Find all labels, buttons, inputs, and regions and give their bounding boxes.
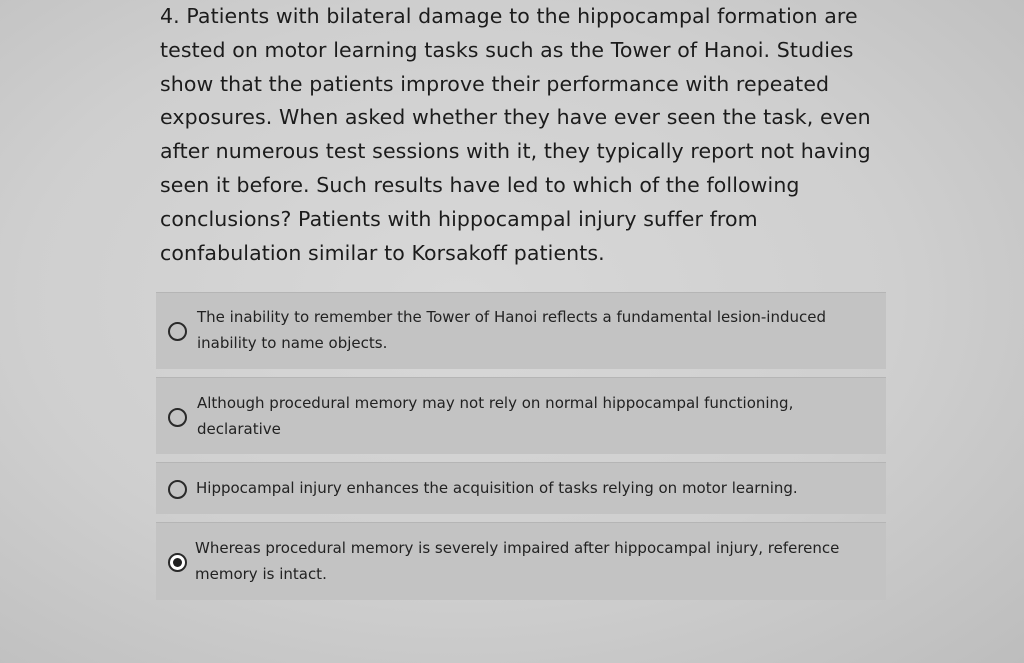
answer-option-label: Hippocampal injury enhances the acquisition of tasks relying on motor learning. xyxy=(196,479,798,497)
radio-button-icon[interactable] xyxy=(168,480,187,499)
answer-option-3[interactable] xyxy=(156,462,886,514)
question-text: 4. Patients with bilateral damage to the hippocampal formation are tested on motor learning tasks such as the Tower of Hanoi. Studies show that the patients improve their performance with repeated exposures. When asked whether they have ever seen the task, even after numerous test sessions with it, they typically report not having seen it before. Such results have led to which of the following conclusions? Patients with hippocampal injury suffer from confabulation similar to Korsakoff patients. xyxy=(160,4,871,265)
answer-option-1[interactable] xyxy=(156,292,886,369)
answer-option-label: Although procedural memory may not rely on normal hippocampal functioning, declarative xyxy=(197,394,794,438)
radio-button-selected-icon[interactable] xyxy=(168,553,187,572)
answer-option-label: Whereas procedural memory is severely impaired after hippocampal injury, reference memory is intact. xyxy=(195,539,840,583)
answer-option-4[interactable] xyxy=(156,522,886,600)
answer-option-label: The inability to remember the Tower of Hanoi reflects a fundamental lesion-induced inability to name objects. xyxy=(197,308,826,352)
radio-button-icon[interactable] xyxy=(168,322,187,341)
radio-button-icon[interactable] xyxy=(168,408,187,427)
answer-options xyxy=(156,292,886,608)
answer-option-2[interactable] xyxy=(156,377,886,454)
